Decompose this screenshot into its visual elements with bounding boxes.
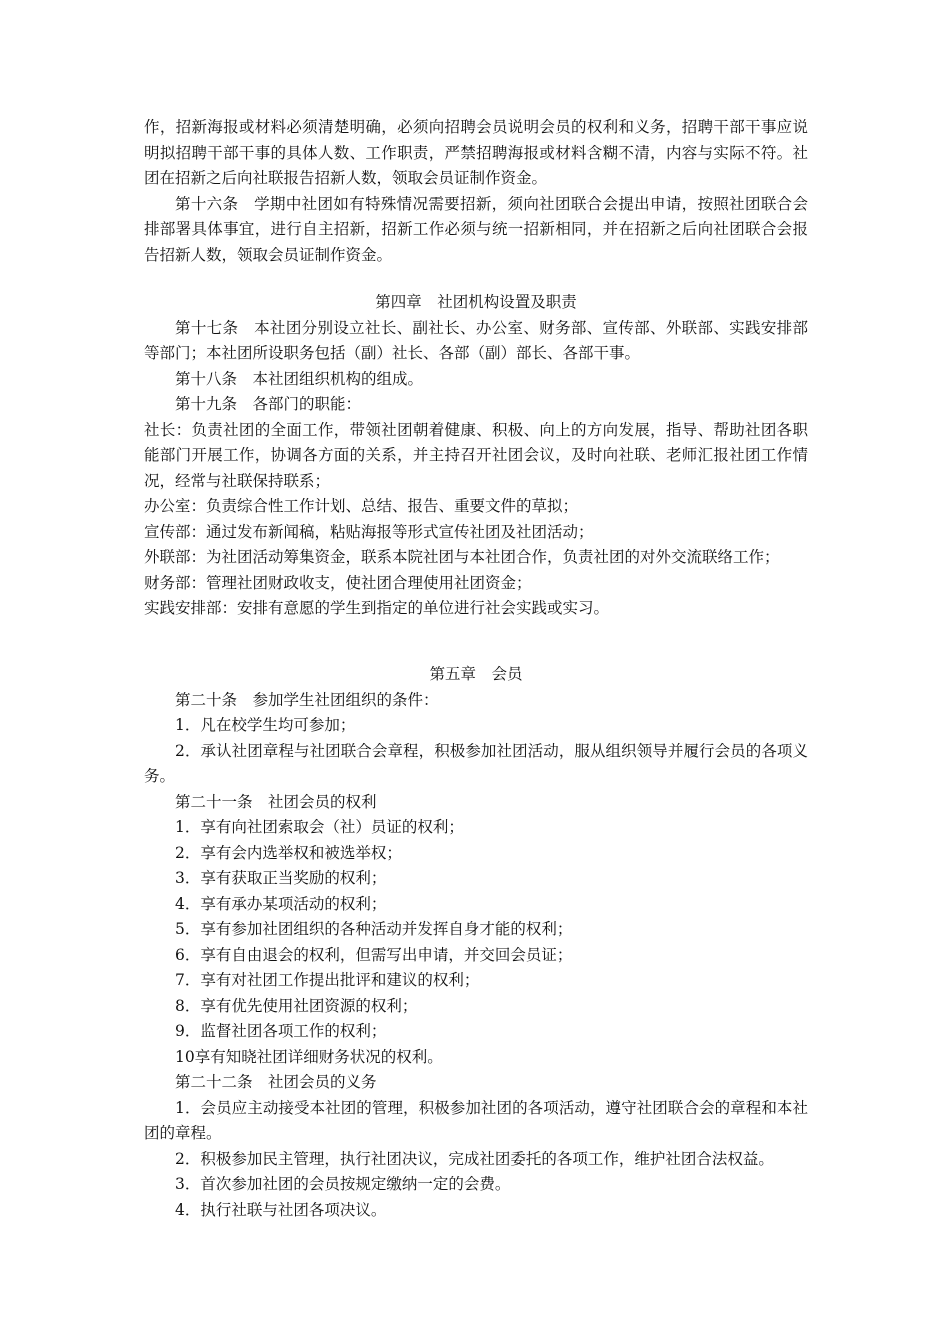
list-item: 3．首次参加社团的会员按规定缴纳一定的会费。 xyxy=(175,1175,511,1193)
chapter-4-section xyxy=(144,290,808,622)
list-item: 2．积极参加民主管理，执行社团决议，完成社团委托的各项工作，维护社团合法权益。 xyxy=(175,1149,774,1168)
paragraph-recruitment-continued: 作，招新海报或材料必须清楚明确，必须向招聘会员说明会员的权利和义务，招聘干部干事应说明拟招聘干部干事的具体人数、工作职责，严禁招聘海报或材料含糊不清，内容与实际不符。社团在招新之后向社联报告招新人数，领取会员证制作资金。 xyxy=(144,118,808,187)
duty-publicity: 宣传部：通过发布新闻稿，粘贴海报等形式宣传社团及社团活动； xyxy=(144,522,594,541)
chapter-5-section xyxy=(144,662,808,1223)
chapter-4-heading: 第四章 社团机构设置及职责 xyxy=(375,293,577,311)
list-item: 1．凡在校学生均可参加； xyxy=(175,716,356,734)
list-item: 9．监督社团各项工作的权利； xyxy=(175,1022,387,1040)
intro-section xyxy=(144,115,808,268)
article-22: 第二十二条 社团会员的义务 xyxy=(175,1073,377,1091)
article-21: 第二十一条 社团会员的权利 xyxy=(175,792,377,811)
duty-practice: 实践安排部：安排有意愿的学生到指定的单位进行社会实践或实习。 xyxy=(144,599,610,617)
duty-external-relations: 外联部：为社团活动筹集资金，联系本院社团与本社团合作，负责社团的对外交流联络工作； xyxy=(144,548,780,566)
list-item: 2．承认社团章程与社团联合会章程，积极参加社团活动，服从组织领导并履行会员的各项义务。 xyxy=(144,741,808,785)
list-item: 7．享有对社团工作提出批评和建议的权利； xyxy=(175,971,480,989)
list-item: 4．执行社联与社团各项决议。 xyxy=(175,1200,387,1219)
article-18: 第十八条 本社团组织机构的组成。 xyxy=(175,369,424,388)
list-item: 1．会员应主动接受本社团的管理，积极参加社团的各项活动，遵守社团联合会的章程和本社团的章程。 xyxy=(144,1098,808,1142)
list-item: 5．享有参加社团组织的各种活动并发挥自身才能的权利； xyxy=(175,920,573,938)
list-item: 8．享有优先使用社团资源的权利； xyxy=(175,996,418,1015)
list-item: 2．享有会内选举权和被选举权； xyxy=(175,843,402,862)
list-item: 3．享有获取正当奖励的权利； xyxy=(175,869,387,887)
list-item: 6．享有自由退会的权利，但需写出申请，并交回会员证； xyxy=(175,945,573,964)
chapter-5-heading: 第五章 会员 xyxy=(429,665,523,683)
list-item: 4．享有承办某项活动的权利； xyxy=(175,894,387,913)
list-item: 1．享有向社团索取会（社）员证的权利； xyxy=(175,818,464,836)
article-20: 第二十条 参加学生社团组织的条件： xyxy=(175,690,439,709)
duty-finance: 财务部：管理社团财政收支，使社团合理使用社团资金； xyxy=(144,573,532,592)
article-17: 第十七条 本社团分别设立社长、副社长、办公室、财务部、宣传部、外联部、实践安排部等部门；本社团所设职务包括（副）社长、各部（副）部长、各部干事。 xyxy=(144,318,808,362)
duty-office: 办公室：负责综合性工作计划、总结、报告、重要文件的草拟； xyxy=(144,497,579,515)
list-item: 10享有知晓社团详细财务状况的权利。 xyxy=(175,1047,443,1066)
duty-president: 社长：负责社团的全面工作，带领社团朝着健康、积极、向上的方向发展，指导、帮助社团各职能部门开展工作，协调各方面的关系，并主持召开社团会议，及时向社联、老师汇报社团工作情况，经常与社联保持联系； xyxy=(144,420,808,490)
article-16: 第十六条 学期中社团如有特殊情况需要招新，须向社团联合会提出申请，按照社团联合会排部署具体事宜，进行自主招新，招新工作必须与统一招新相同，并在招新之后向社团联合会报告招新人数，领取会员证制作资金。 xyxy=(144,194,808,264)
article-19: 第十九条 各部门的职能： xyxy=(175,395,362,413)
